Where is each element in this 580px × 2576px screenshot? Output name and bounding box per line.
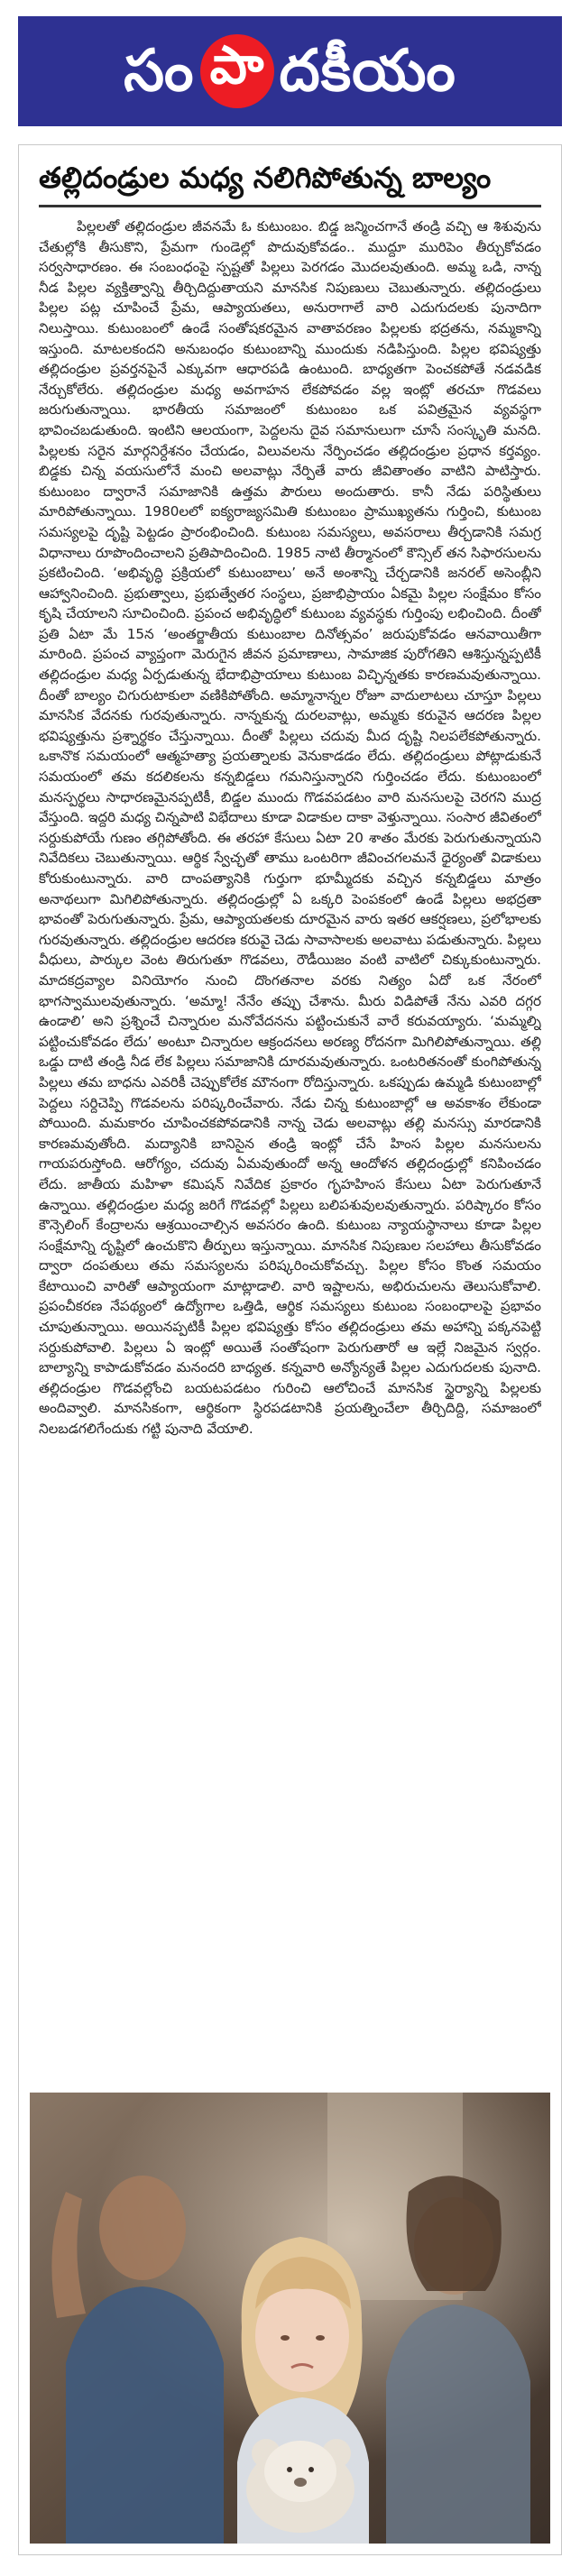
article-headline: తల్లిదండ్రుల మధ్య నలిగిపోతున్న బాల్యం xyxy=(39,160,541,207)
child-sad-parents-arguing-photo xyxy=(30,2093,550,2544)
article-body: పిల్లలతో తల్లిదండ్రుల జీవనమే ఓ కుటుంబం. బిడ్డ జన్మించగానే తండ్రి వచ్చి ఆ శిశువును చేతుల్లోకి తీసుకొని, ప్రేమగా గుండెల్లో పొదువుకోవడం.. ముద్దూ మురిపెం తీర్చుకోవడం సర్వసాధారణం. ఈ సంబంధంపై స్పష్టతో పిల్లలు పెరగడం మొదలవుతుంది. అమ్మ ఒడి, నాన్న నీడ పిల్లల వ్యక్తిత్వాన్ని తీర్చిదిద్దుతాయని మానసిక నిపుణులు చెబుతున్నారు. తల్లిదండ్రులు పిల్లల పట్ల చూపించే ప్రేమ, ఆప్యాయతలు, అనురాగాలే వారి ఎదుగుదలకు పునాదిగా నిలుస్తాయి. కుటుంబంలో ఉండే సంతోషకరమైన వాతావరణం పిల్లలకు భద్రతను, నమ్మకాన్ని ఇస్తుంది. మాటలకందని అనుబంధం కుటుంబాన్ని ముందుకు నడిపిస్తుంది. పిల్లల భవిష్యత్తు తల్లిదండ్రుల ప్రవర్తనపైనే ఎక్కువగా ఆధారపడి ఉంటుంది. బాధ్యతగా పెంచకపోతే నడవడిక నేర్చుకోలేరు. తల్లిదండ్రుల మధ్య అవగాహన లేకపోవడం వల్ల ఇంట్లో తరచూ గొడవలు జరుగుతున్నాయి. భారతీయ సమాజంలో కుటుంబం ఒక పవిత్రమైన వ్యవస్థగా భావించబడుతుంది. ఇంటిని ఆలయంగా, పెద్దలను దైవ సమానులుగా చూసే సంస్కృతి మనది. పిల్లలకు సరైన మార్గనిర్దేశనం చేయడం, విలువలను నేర్పించడం తల్లిదండ్రుల ప్రధాన కర్తవ్యం. బిడ్డకు చిన్న వయసులోనే మంచి అలవాట్లు నేర్పితే వారు జీవితాంతం వాటిని పాటిస్తారు. కుటుంబం ద్వారానే సమాజానికి ఉత్తమ పౌరులు అందుతారు. కానీ నేడు పరిస్థితులు మారిపోతున్నాయి. 1980లలో ఐక్యరాజ్యసమితి కుటుంబం ప్రాముఖ్యతను గుర్తించి, కుటుంబ సమస్యలపై దృష్టి పెట్టడం ప్రారంభించింది. కుటుంబ సమస్యలు, అవసరాలు తీర్చడానికి సమగ్ర విధానాలు రూపొందించాలని ప్రతిపాదించింది. 1985 నాటి తీర్మానంలో కౌన్సిల్ తన సిఫారసులను ప్రకటించింది. ‘అభివృద్ధి ప్రక్రియలో కుటుంబాలు’ అనే అంశాన్ని చేర్చడానికి జనరల్ అసెంబ్లీని ఆహ్వానించింది. ప్రభుత్వాలు, ప్రభుత్వేతర సంస్థలు, ప్రజాభిప్రాయం ఏకమై పిల్లల సంక్షేమం కోసం కృషి చేయాలని సూచించింది. ప్రపంచ అభివృద్ధిలో కుటుంబ వ్యవస్థకు గుర్తింపు లభించింది. దీంతో ప్రతి ఏటా మే 15న ‘అంతర్జాతీయ కుటుంబాల దినోత్సవం’ జరుపుకోవడం ఆనవాయితీగా మారింది. ప్రపంచ వ్యాప్తంగా మెరుగైన జీవన ప్రమాణాలు, సామాజిక పురోగతిని ఆశిస్తున్నప్పటికీ తల్లిదండ్రుల మధ్య ఏర్పడుతున్న భేదాభిప్రాయాలు కుటుంబ విచ్ఛిన్నతకు కారణమవుతున్నాయి. దీంతో బాల్యం చిగురుటాకులా వణికిపోతోంది. అమ్మానాన్నల రోజూ వాదులాటలు చూస్తూ పిల్లలు మానసిక వేదనకు గురవుతున్నారు. నాన్నకున్న దురలవాట్లు, అమ్మకు కరువైన ఆదరణ పిల్లల భవిష్యత్తును ప్రశ్నార్థకం చేస్తున్నాయి. దీంతో పిల్లలు చదువు మీద దృష్టి నిలపలేకపోతున్నారు. ఒకానొక సమయంలో ఆత్మహత్యా ప్రయత్నాలకు వెనుకాడడం లేదు. తల్లిదండ్రులు పోట్లాడుకునే సమయంలో తమ కదలికలను కన్నబిడ్డలు గమనిస్తున్నారని గుర్తించడం లేదు. కుటుంబంలో మనస్పర్థలు సాధారణమైనప్పటికీ, బిడ్డల ముందు గొడవపడటం వారి మనసులపై చెరగని ముద్ర వేస్తుంది. ఇద్దరి మధ్య చిన్నపాటి విభేదాలు కూడా విడాకుల దాకా వెళ్తున్నాయి. సంసార జీవితంలో సర్దుకుపోయే గుణం తగ్గిపోతోంది. ఈ తరహా కేసులు ఏటా 20 శాతం మేరకు పెరుగుతున్నాయని నివేదికలు చెబుతున్నాయి. ఆర్థిక స్వేచ్ఛతో తాము ఒంటరిగా జీవించగలమనే ధైర్యంతో విడాకులు కోరుకుంటున్నారు. వారి దాంపత్యానికి గుర్తుగా భూమ్మీదకు వచ్చిన కన్నబిడ్డలు మాత్రం అనాథలుగా మిగిలిపోతున్నారు. తల్లిదండ్రుల్లో ఏ ఒక్కరి పెంపకంలో ఉండే పిల్లలు అభద్రతా భావంతో పెరుగుతున్నారు. ప్రేమ, ఆప్యాయతలకు దూరమైన వారు ఇతర ఆకర్షణలు, ప్రలోభాలకు గురవుతున్నారు. తల్లిదండ్రుల ఆదరణ కరువై చెడు సావాసాలకు అలవాటు పడుతున్నారు. పిల్లలు వీధులు, పార్కుల వెంట తిరుగుతూ గొడవలు, రౌడీయిజం వంటి వాటిలో చిక్కుకుంటున్నారు. మాదకద్రవ్యాల వినియోగం నుంచి దొంగతనాల వరకు నిత్యం ఏదో ఒక నేరంలో భాగస్వాములవుతున్నారు. ‘అమ్మా! నేనేం తప్పు చేశాను. మీరు విడిపోతే నేను ఎవరి దగ్గర ఉండాలి’ అని ప్రశ్నించే చిన్నారుల మనోవేదనను పట్టించుకునే వారే కరువయ్యారు. ‘మమ్మల్ని పట్టించుకోవడం లేదు’ అంటూ చిన్నారుల ఆక్రందనలు అరణ్య రోదనగా మిగిలిపోతున్నాయి. తల్లి ఒడ్డు దాటి తండ్రి నీడ లేక పిల్లలు సమాజానికి దూరమవుతున్నారు. ఒంటరితనంతో కుంగిపోతున్న పిల్లలు తమ బాధను ఎవరికీ చెప్పుకోలేక మౌనంగా రోదిస్తున్నారు. ఒకప్పుడు ఉమ్మడి కుటుంబాల్లో పెద్దలు సర్దిచెప్పి గొడవలను పరిష్కరించేవారు. నేడు చిన్న కుటుంబాల్లో ఆ అవకాశం లేకుండా పోయింది. మమకారం చూపించకపోవడానికి నాన్న చెడు అలవాట్లు తల్లి మనస్సు మారడానికి కారణమవుతోంది. మద్యానికి బానిసైన తండ్రి ఇంట్లో చేసే హింస పిల్లల మనసులను గాయపరుస్తోంది. ఆరోగ్యం, చదువు ఏమవుతుందో అన్న ఆందోళన తల్లిదండ్రుల్లో కనిపించడం లేదు. జాతీయ మహిళా కమిషన్ నివేదిక ప్రకారం గృహహింస కేసులు ఏటా పెరుగుతూనే ఉన్నాయి. తల్లిదండ్రుల మధ్య జరిగే గొడవల్లో పిల్లలు బలిపశువులవుతున్నారు. పరిష్కారం కోసం కౌన్సెలింగ్ కేంద్రాలను ఆశ్రయించాల్సిన అవసరం ఉంది. కుటుంబ న్యాయస్థానాలు కూడా పిల్లల సంక్షేమాన్ని దృష్టిలో ఉంచుకొని తీర్పులు ఇస్తున్నాయి. మానసిక నిపుణుల సలహాలు తీసుకోవడం ద్వారా దంపతులు తమ సమస్యలను పరిష్కరించుకోవచ్చు. పిల్లల కోసం కొంత సమయం కేటాయించి వారితో ఆప్యాయంగా మాట్లాడాలి. వారి ఇష్టాలను, అభిరుచులను తెలుసుకోవాలి. ప్రపంచీకరణ నేపథ్యంలో ఉద్యోగాల ఒత్తిడి, ఆర్థిక సమస్యలు కుటుంబ సంబంధాలపై ప్రభావం చూపుతున్నాయి. అయినప్పటికీ పిల్లల భవిష్యత్తు కోసం తల్లిదండ్రులు తమ అహాన్ని పక్కనపెట్టి సర్దుకుపోవాలి. పిల్లలు ఏ ఇంట్లో అయితే సంతోషంగా పెరుగుతారో ఆ ఇల్లే నిజమైన స్వర్గం. బాల్యాన్ని కాపాడుకోవడం మనందరి బాధ్యత. కన్నవారి అన్యోన్యతే పిల్లల ఎదుగుదలకు పునాది. తల్లిదండ్రుల గొడవల్లోంచి బయటపడటం గురించి ఆలోచించే మానసిక స్థైర్యాన్ని పిల్లలకు అందివ్వాలి. మానసికంగా, ఆర్థికంగా స్థిరపడటానికి ప్రయత్నించేలా తీర్చిదిద్ది, సమాజంలో నిలబడగలిగేందుకు గట్టి పునాది వేయాలి. xyxy=(39,218,541,1438)
masthead-logo-left: సం xyxy=(124,38,195,105)
masthead-logo-circle: పా xyxy=(200,34,274,108)
article xyxy=(18,144,562,2555)
masthead-logo-right: దకీయం xyxy=(279,38,456,105)
photo-illustration xyxy=(30,2093,550,2544)
masthead xyxy=(18,16,562,126)
